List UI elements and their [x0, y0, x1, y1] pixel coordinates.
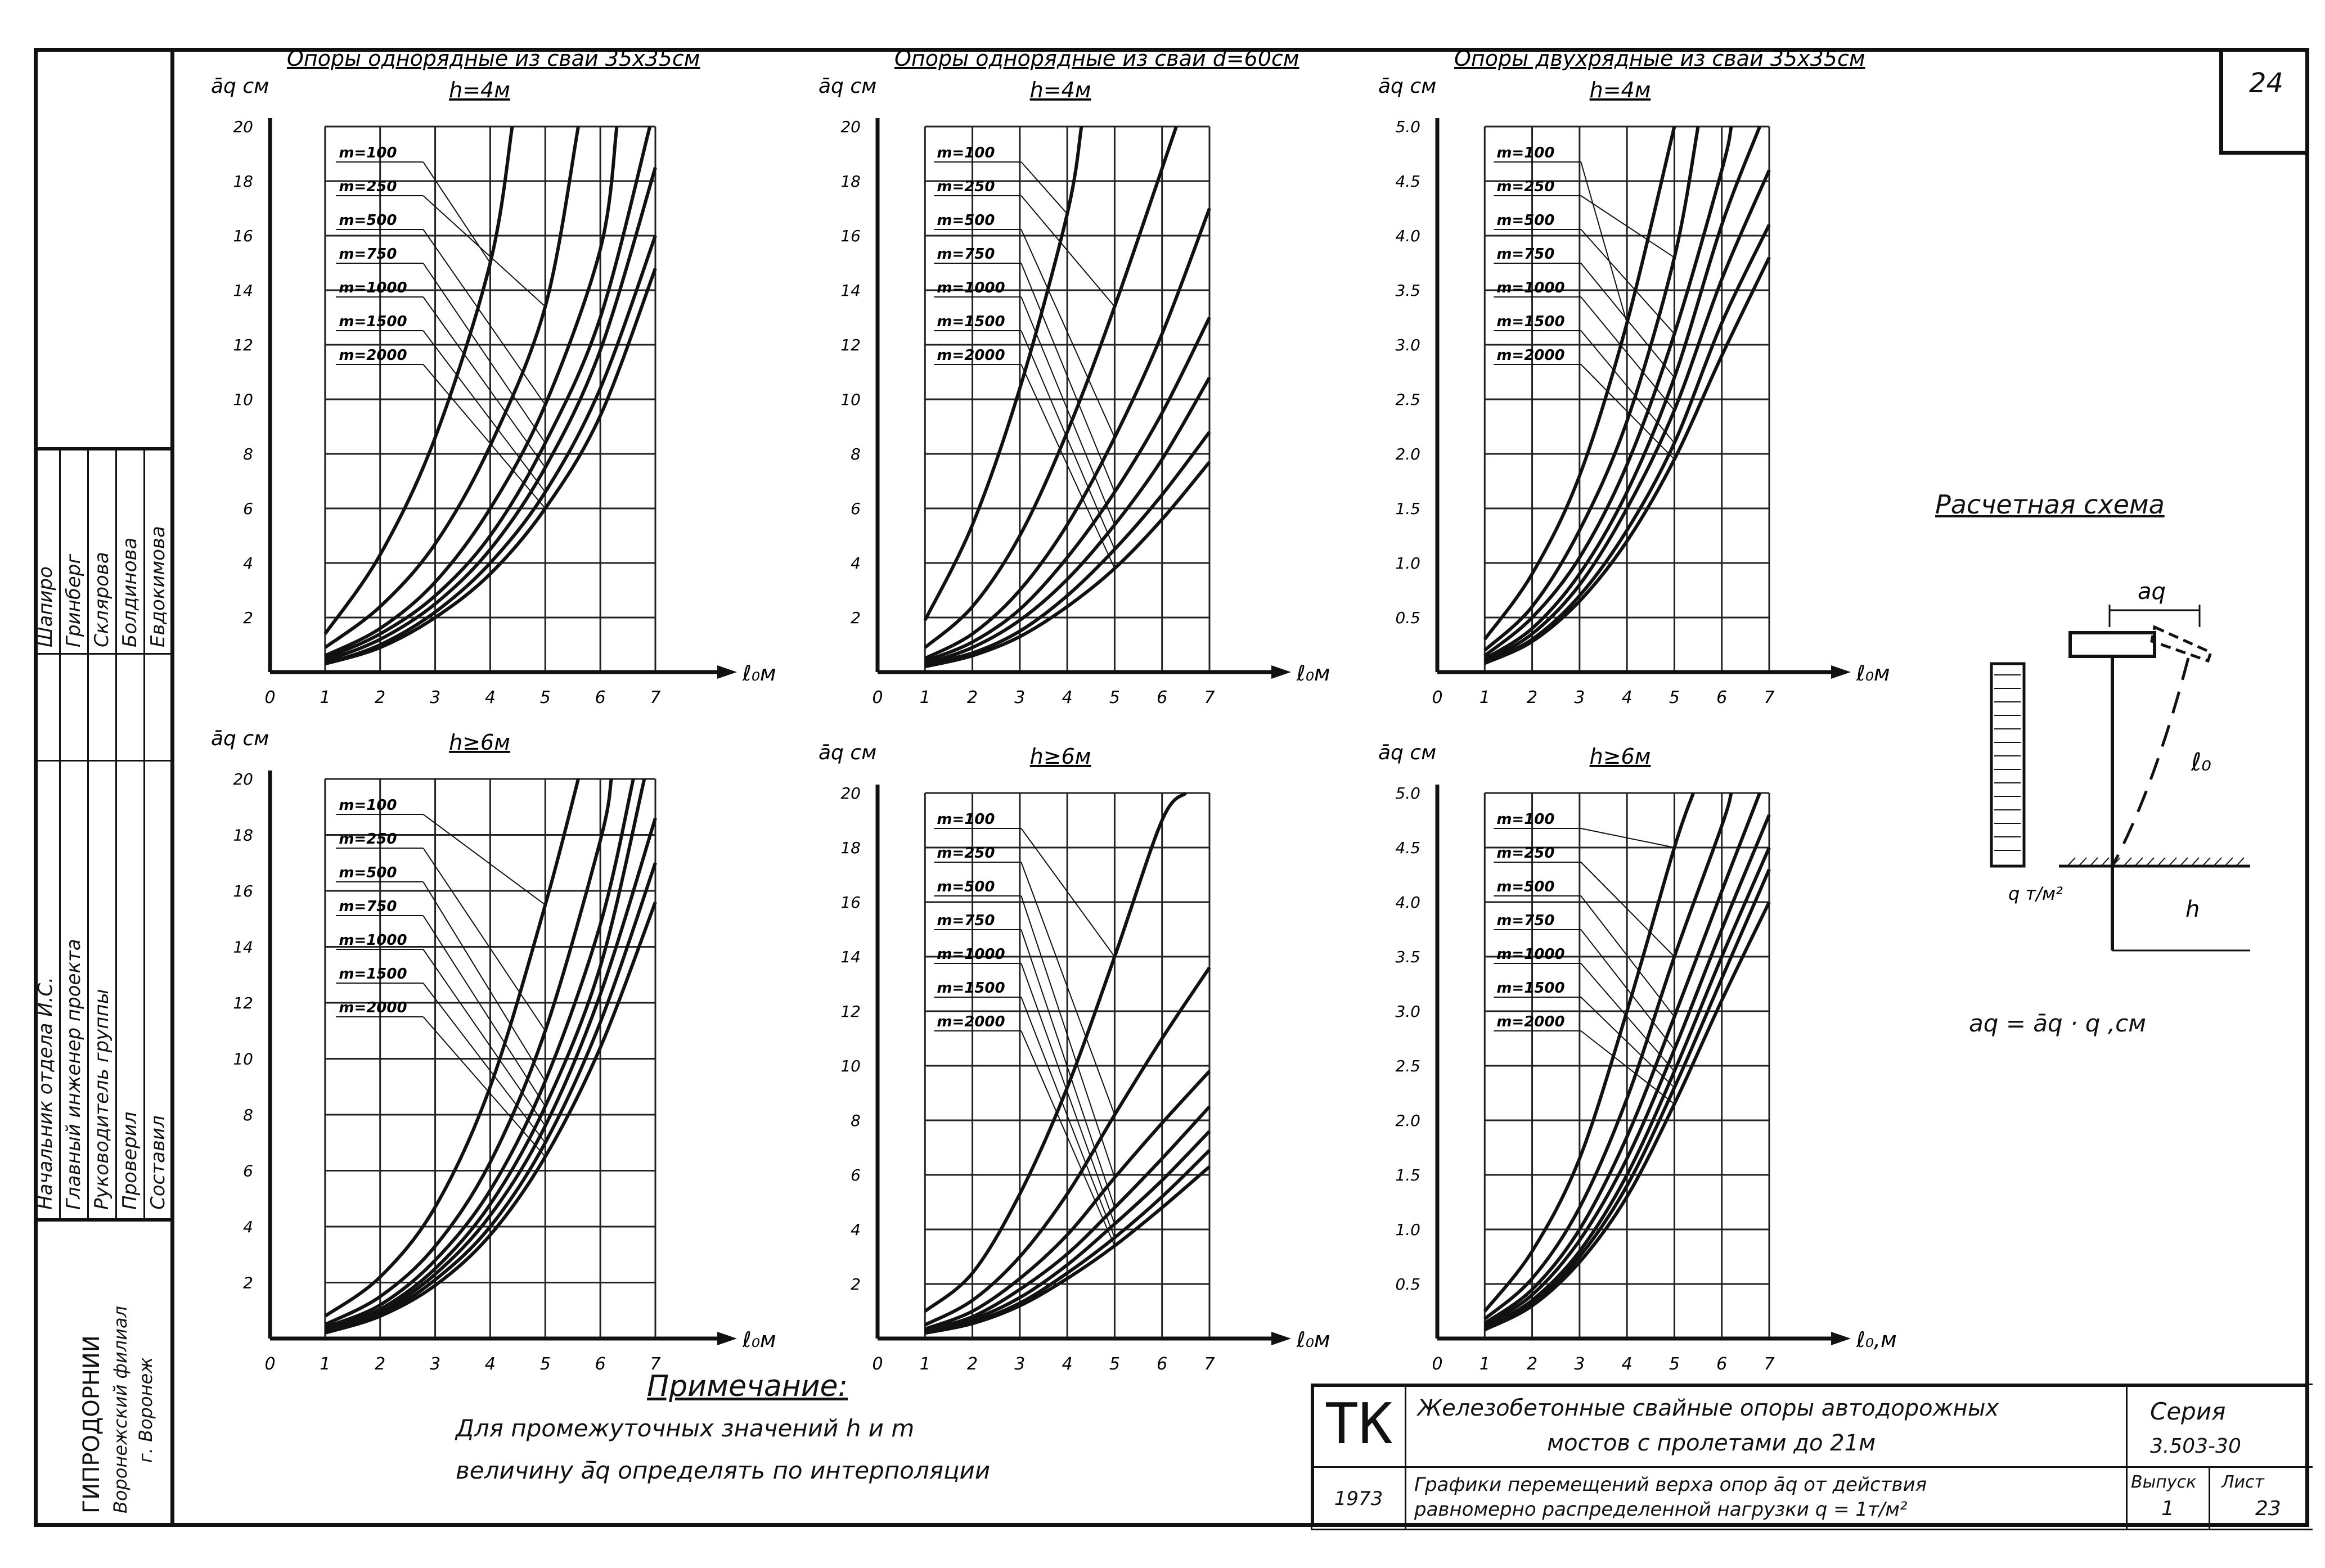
y-tick-label: 1.0 [1395, 1220, 1420, 1239]
sheet-value: 23 [2255, 1497, 2281, 1520]
y-axis-label: āq см [819, 741, 877, 764]
y-tick-label: 6 [243, 1161, 253, 1180]
stamp-name-5: Евдокимова [147, 526, 169, 647]
side-stamp [34, 447, 174, 1527]
chart-subtitle: h=4м [1029, 78, 1091, 102]
series-label: m=1000 [937, 946, 1005, 963]
x-axis-arrow [1831, 1332, 1851, 1345]
chart-3 [1378, 46, 1890, 708]
stamp-role-1: Начальник отдела И.С. [34, 977, 57, 1210]
y-axis-label: āq см [1378, 741, 1437, 764]
x-tick-label: 2 [375, 1354, 386, 1374]
series-label: m=100 [1496, 811, 1555, 828]
series-label: m=750 [339, 246, 397, 263]
x-tick-label: 3 [1574, 688, 1585, 708]
series-label: m=2000 [1496, 1013, 1565, 1030]
series-label: m=250 [339, 831, 397, 848]
series-label: m=2000 [339, 999, 407, 1016]
y-tick-label: 2 [243, 1273, 253, 1292]
series-label: m=750 [1496, 912, 1555, 929]
x-tick-label: 0 [1432, 1354, 1443, 1374]
y-tick-label: 8 [243, 445, 253, 463]
y-tick-label: 2.5 [1395, 1057, 1420, 1075]
issue-label: Выпуск [2131, 1472, 2197, 1492]
side-stamp-divider-1 [34, 1218, 174, 1222]
series-label: m=250 [937, 178, 995, 195]
y-tick-label: 2.0 [1395, 445, 1420, 463]
y-tick-label: 3.0 [1395, 1002, 1420, 1021]
series-leader [1021, 162, 1067, 214]
y-tick-label: 4 [851, 1220, 861, 1239]
y-tick-label: 4.5 [1395, 839, 1420, 857]
x-axis-arrow [717, 1332, 737, 1345]
series-curve [925, 127, 1081, 620]
chart-subtitle: h≥6м [1589, 744, 1651, 769]
scheme-title: Расчетная схема [1935, 489, 2165, 520]
y-tick-label: 1.5 [1395, 1166, 1420, 1184]
series-label: m=750 [937, 912, 995, 929]
chart-title: Опоры однорядные из свай d=60см [894, 46, 1299, 71]
issue-cell [2126, 1466, 2210, 1530]
year: 1973 [1334, 1488, 1383, 1510]
x-tick-label: 0 [872, 1354, 883, 1374]
y-tick-label: 4 [243, 1218, 253, 1236]
series-label: m=250 [1496, 178, 1555, 195]
y-tick-label: 10 [840, 390, 861, 409]
x-tick-label: 1 [919, 1354, 930, 1374]
series-curve [1485, 793, 1760, 1323]
series-curve [1485, 127, 1760, 659]
year-cell [1311, 1466, 1406, 1530]
chart-1 [211, 46, 776, 708]
series-label: m=1500 [937, 313, 1005, 330]
stamp-role-3: Руководитель группы [91, 989, 113, 1210]
load-diagram [1991, 664, 2024, 866]
y-tick-label: 16 [840, 893, 861, 912]
series-curve [1485, 127, 1698, 650]
series-leader [423, 983, 545, 1143]
sheet-number: 24 [2248, 67, 2284, 99]
series-label: m=250 [1496, 845, 1555, 862]
series-label: m=750 [339, 898, 397, 915]
series-label: m=500 [1496, 878, 1555, 895]
chart-subtitle: h=4м [1589, 78, 1651, 102]
x-tick-label: 1 [320, 1354, 331, 1374]
y-tick-label: 12 [233, 336, 253, 354]
y-tick-label: 10 [233, 390, 253, 409]
x-axis-label: ℓ₀м [1297, 661, 1330, 686]
y-tick-label: 18 [233, 172, 253, 191]
y-tick-label: 3.5 [1395, 281, 1420, 300]
series-leader [423, 331, 545, 492]
logo: ТК [1324, 1391, 1393, 1457]
y-tick-label: 6 [851, 499, 861, 518]
deflected-axis [2112, 658, 2188, 866]
title-cell [1405, 1384, 2128, 1468]
note-title: Примечание: [647, 1369, 848, 1403]
stamp-name-4: Болдинова [119, 537, 141, 647]
y-tick-label: 4.0 [1395, 227, 1420, 245]
x-tick-label: 4 [1062, 1354, 1073, 1374]
x-tick-label: 5 [539, 688, 551, 708]
series-label: m=500 [339, 212, 397, 229]
series-label: m=250 [937, 845, 995, 862]
x-tick-label: 1 [919, 688, 930, 708]
y-tick-label: 20 [840, 784, 861, 803]
aq-label: aq [2138, 579, 2166, 605]
y-tick-label: 20 [840, 118, 861, 136]
x-tick-label: 3 [1014, 1354, 1026, 1374]
y-axis-label: āq см [211, 75, 269, 98]
x-axis-arrow [1271, 665, 1291, 679]
x-axis-label: ℓ₀м [1856, 661, 1890, 686]
y-axis-label: āq см [1378, 75, 1437, 98]
y-tick-label: 16 [233, 882, 253, 900]
y-tick-label: 14 [233, 938, 253, 957]
x-tick-label: 3 [1014, 688, 1026, 708]
series-label: m=100 [339, 145, 397, 161]
series-value: 3.503-30 [2150, 1435, 2241, 1458]
series-label: m=750 [1496, 246, 1555, 263]
y-tick-label: 18 [840, 839, 861, 857]
x-tick-label: 2 [967, 688, 978, 708]
x-tick-label: 7 [1764, 1354, 1775, 1374]
y-tick-label: 3.5 [1395, 948, 1420, 966]
y-tick-label: 12 [840, 1002, 861, 1021]
chart-title: Опоры однорядные из свай 35х35см [287, 46, 700, 71]
y-tick-label: 3.0 [1395, 336, 1420, 354]
x-tick-label: 2 [967, 1354, 978, 1374]
x-tick-label: 7 [1764, 688, 1775, 708]
stamp-role-5: Составил [147, 1115, 169, 1210]
series-label: m=1000 [1496, 280, 1565, 296]
series-label: m=100 [937, 811, 995, 828]
stamp-name-3: Склярова [91, 552, 113, 647]
y-tick-label: 16 [840, 227, 861, 245]
x-tick-label: 6 [1716, 688, 1728, 708]
x-axis-label: ℓ₀м [1297, 1327, 1330, 1352]
series-label: m=500 [937, 878, 995, 895]
x-tick-label: 5 [1669, 688, 1680, 708]
series-leader [423, 297, 545, 467]
series-label: m=2000 [339, 347, 407, 364]
x-tick-label: 3 [430, 1354, 441, 1374]
x-axis-arrow [1271, 1332, 1291, 1345]
y-tick-label: 4 [243, 554, 253, 573]
x-tick-label: 5 [1109, 688, 1120, 708]
x-tick-label: 4 [1621, 1354, 1633, 1374]
series-label: Серия [2150, 1398, 2226, 1425]
note-line-1: Для промежуточных значений h и m [456, 1414, 915, 1442]
y-tick-label: 8 [851, 445, 861, 463]
series-label: m=1000 [339, 280, 407, 296]
y-tick-label: 14 [233, 281, 253, 300]
title-line-1: Железобетонные свайные опоры автодорожных [1418, 1395, 1999, 1421]
pier-cap [2070, 633, 2155, 656]
stamp-role-2: Главный инженер проекта [62, 939, 85, 1210]
y-tick-label: 4.0 [1395, 893, 1420, 912]
series-curve [1485, 793, 1731, 1319]
x-axis-arrow [717, 665, 737, 679]
y-tick-label: 2 [243, 609, 253, 627]
y-tick-label: 2.0 [1395, 1111, 1420, 1130]
x-tick-label: 5 [539, 1354, 551, 1374]
series-leader [423, 882, 545, 1081]
y-tick-label: 18 [840, 172, 861, 191]
x-tick-label: 0 [264, 1354, 276, 1374]
note-line-2: величину ā̄q определять по интерполяции [456, 1457, 991, 1484]
chart-subtitle: h≥6м [1029, 744, 1091, 769]
q-label: q т/м² [2008, 883, 2063, 904]
series-curve [925, 793, 1186, 1312]
y-tick-label: 4.5 [1395, 172, 1420, 191]
x-tick-label: 1 [1479, 688, 1490, 708]
series-label: m=2000 [937, 347, 1005, 364]
series-cell [2126, 1384, 2313, 1468]
series-leader [423, 364, 545, 508]
y-tick-label: 0.5 [1395, 609, 1420, 627]
y-tick-label: 5.0 [1395, 118, 1420, 136]
x-tick-label: 0 [1432, 688, 1443, 708]
series-label: m=1000 [1496, 946, 1565, 963]
x-tick-label: 1 [1479, 1354, 1490, 1374]
series-label: m=500 [1496, 212, 1555, 229]
y-tick-label: 10 [233, 1049, 253, 1069]
series-label: m=1500 [339, 966, 407, 983]
y-tick-label: 2.5 [1395, 390, 1420, 409]
x-tick-label: 0 [872, 688, 883, 708]
x-tick-label: 7 [1204, 1354, 1215, 1374]
y-axis-label: āq см [211, 727, 269, 750]
l0-label: ℓ₀ [2191, 748, 2211, 777]
formula: aq = āq · q ,см [1969, 1010, 2146, 1037]
logo-cell [1311, 1384, 1406, 1468]
series-label: m=1500 [1496, 313, 1565, 330]
y-tick-label: 8 [243, 1106, 253, 1124]
subtitle-cell [1405, 1466, 2128, 1530]
x-tick-label: 6 [595, 1354, 606, 1374]
chart-4 [211, 727, 776, 1374]
org-line-3: г. Воронеж [135, 1357, 156, 1463]
y-tick-label: 2 [851, 609, 861, 627]
x-tick-label: 4 [1062, 688, 1073, 708]
x-tick-label: 7 [650, 1354, 661, 1374]
sheet-cell [2209, 1466, 2313, 1530]
org-line-1: ГИПРОДОРНИИ [79, 1335, 105, 1513]
x-tick-label: 6 [1157, 688, 1168, 708]
subtitle-line-1: Графики перемещений верха опор āq от действия [1414, 1474, 1927, 1496]
chart-6 [1378, 741, 1897, 1374]
x-tick-label: 2 [1527, 1354, 1538, 1374]
y-tick-label: 12 [840, 336, 861, 354]
y-tick-label: 10 [840, 1057, 861, 1075]
subtitle-line-2: равномерно распределенной нагрузки q = 1т/м² [1414, 1498, 1908, 1521]
x-tick-label: 6 [595, 688, 606, 708]
chart-5 [819, 741, 1330, 1374]
series-label: m=1500 [1496, 980, 1565, 997]
x-tick-label: 5 [1669, 1354, 1680, 1374]
x-axis-label: ℓ₀,м [1856, 1327, 1897, 1352]
chart-2 [819, 46, 1330, 708]
x-tick-label: 6 [1716, 1354, 1728, 1374]
y-tick-label: 0.5 [1395, 1275, 1420, 1294]
x-tick-label: 7 [1204, 688, 1215, 708]
series-leader [1581, 162, 1627, 323]
x-tick-label: 4 [484, 1354, 496, 1374]
calculation-scheme [1969, 562, 2261, 967]
issue-value: 1 [2161, 1497, 2174, 1520]
x-tick-label: 3 [1574, 1354, 1585, 1374]
h-label: h [2185, 896, 2200, 922]
y-tick-label: 1.0 [1395, 554, 1420, 573]
org-line-2: Воронежский филиал [110, 1305, 131, 1513]
y-tick-label: 14 [840, 948, 861, 966]
series-label: m=1000 [339, 932, 407, 949]
series-label: m=500 [937, 212, 995, 229]
chart-subtitle: h=4м [449, 78, 510, 102]
chart-subtitle: h≥6м [449, 730, 510, 755]
sheet-label: Лист [2221, 1472, 2265, 1492]
series-label: m=500 [339, 864, 397, 881]
series-label: m=1500 [937, 980, 1005, 997]
y-tick-label: 1.5 [1395, 499, 1420, 518]
y-tick-label: 20 [233, 770, 253, 788]
x-axis-label: ℓ₀м [743, 1327, 776, 1352]
y-tick-label: 6 [243, 499, 253, 518]
y-axis-label: āq см [819, 75, 877, 98]
y-tick-label: 18 [233, 826, 253, 845]
series-label: m=2000 [937, 1013, 1005, 1030]
displaced-cap [2152, 627, 2211, 661]
x-axis-arrow [1831, 665, 1851, 679]
series-label: m=750 [937, 246, 995, 263]
series-label: m=100 [1496, 145, 1555, 161]
x-tick-label: 4 [484, 688, 496, 708]
series-label: m=100 [339, 797, 397, 814]
series-label: m=250 [339, 178, 397, 195]
x-tick-label: 7 [650, 688, 661, 708]
x-tick-label: 0 [264, 688, 276, 708]
y-tick-label: 5.0 [1395, 784, 1420, 803]
title-line-2: мостов с пролетами до 21м [1547, 1430, 1876, 1456]
chart-title: Опоры двухрядные из свай 35х35см [1454, 46, 1865, 71]
series-label: m=2000 [1496, 347, 1565, 364]
y-tick-label: 2 [851, 1275, 861, 1294]
stamp-role-4: Проверил [119, 1111, 141, 1210]
y-tick-label: 12 [233, 994, 253, 1012]
y-tick-label: 20 [233, 118, 253, 136]
series-leader [423, 229, 545, 405]
y-tick-label: 8 [851, 1111, 861, 1130]
series-label: m=1500 [339, 313, 407, 330]
x-tick-label: 3 [430, 688, 441, 708]
x-tick-label: 5 [1109, 1354, 1120, 1374]
stamp-name-1: Шапиро [34, 566, 57, 647]
x-tick-label: 4 [1621, 688, 1633, 708]
x-tick-label: 1 [320, 688, 331, 708]
y-tick-label: 14 [840, 281, 861, 300]
title-block [1311, 1384, 2309, 1527]
stamp-name-2: Гринберг [62, 553, 85, 647]
y-tick-label: 6 [851, 1166, 861, 1184]
series-leader [423, 916, 545, 1106]
series-label: m=100 [937, 145, 995, 161]
y-tick-label: 4 [851, 554, 861, 573]
x-tick-label: 2 [1527, 688, 1538, 708]
x-tick-label: 6 [1157, 1354, 1168, 1374]
x-axis-label: ℓ₀м [743, 661, 776, 686]
y-tick-label: 16 [233, 227, 253, 245]
x-tick-label: 2 [375, 688, 386, 708]
load-arrows [1994, 675, 2021, 850]
series-label: m=1000 [937, 280, 1005, 296]
